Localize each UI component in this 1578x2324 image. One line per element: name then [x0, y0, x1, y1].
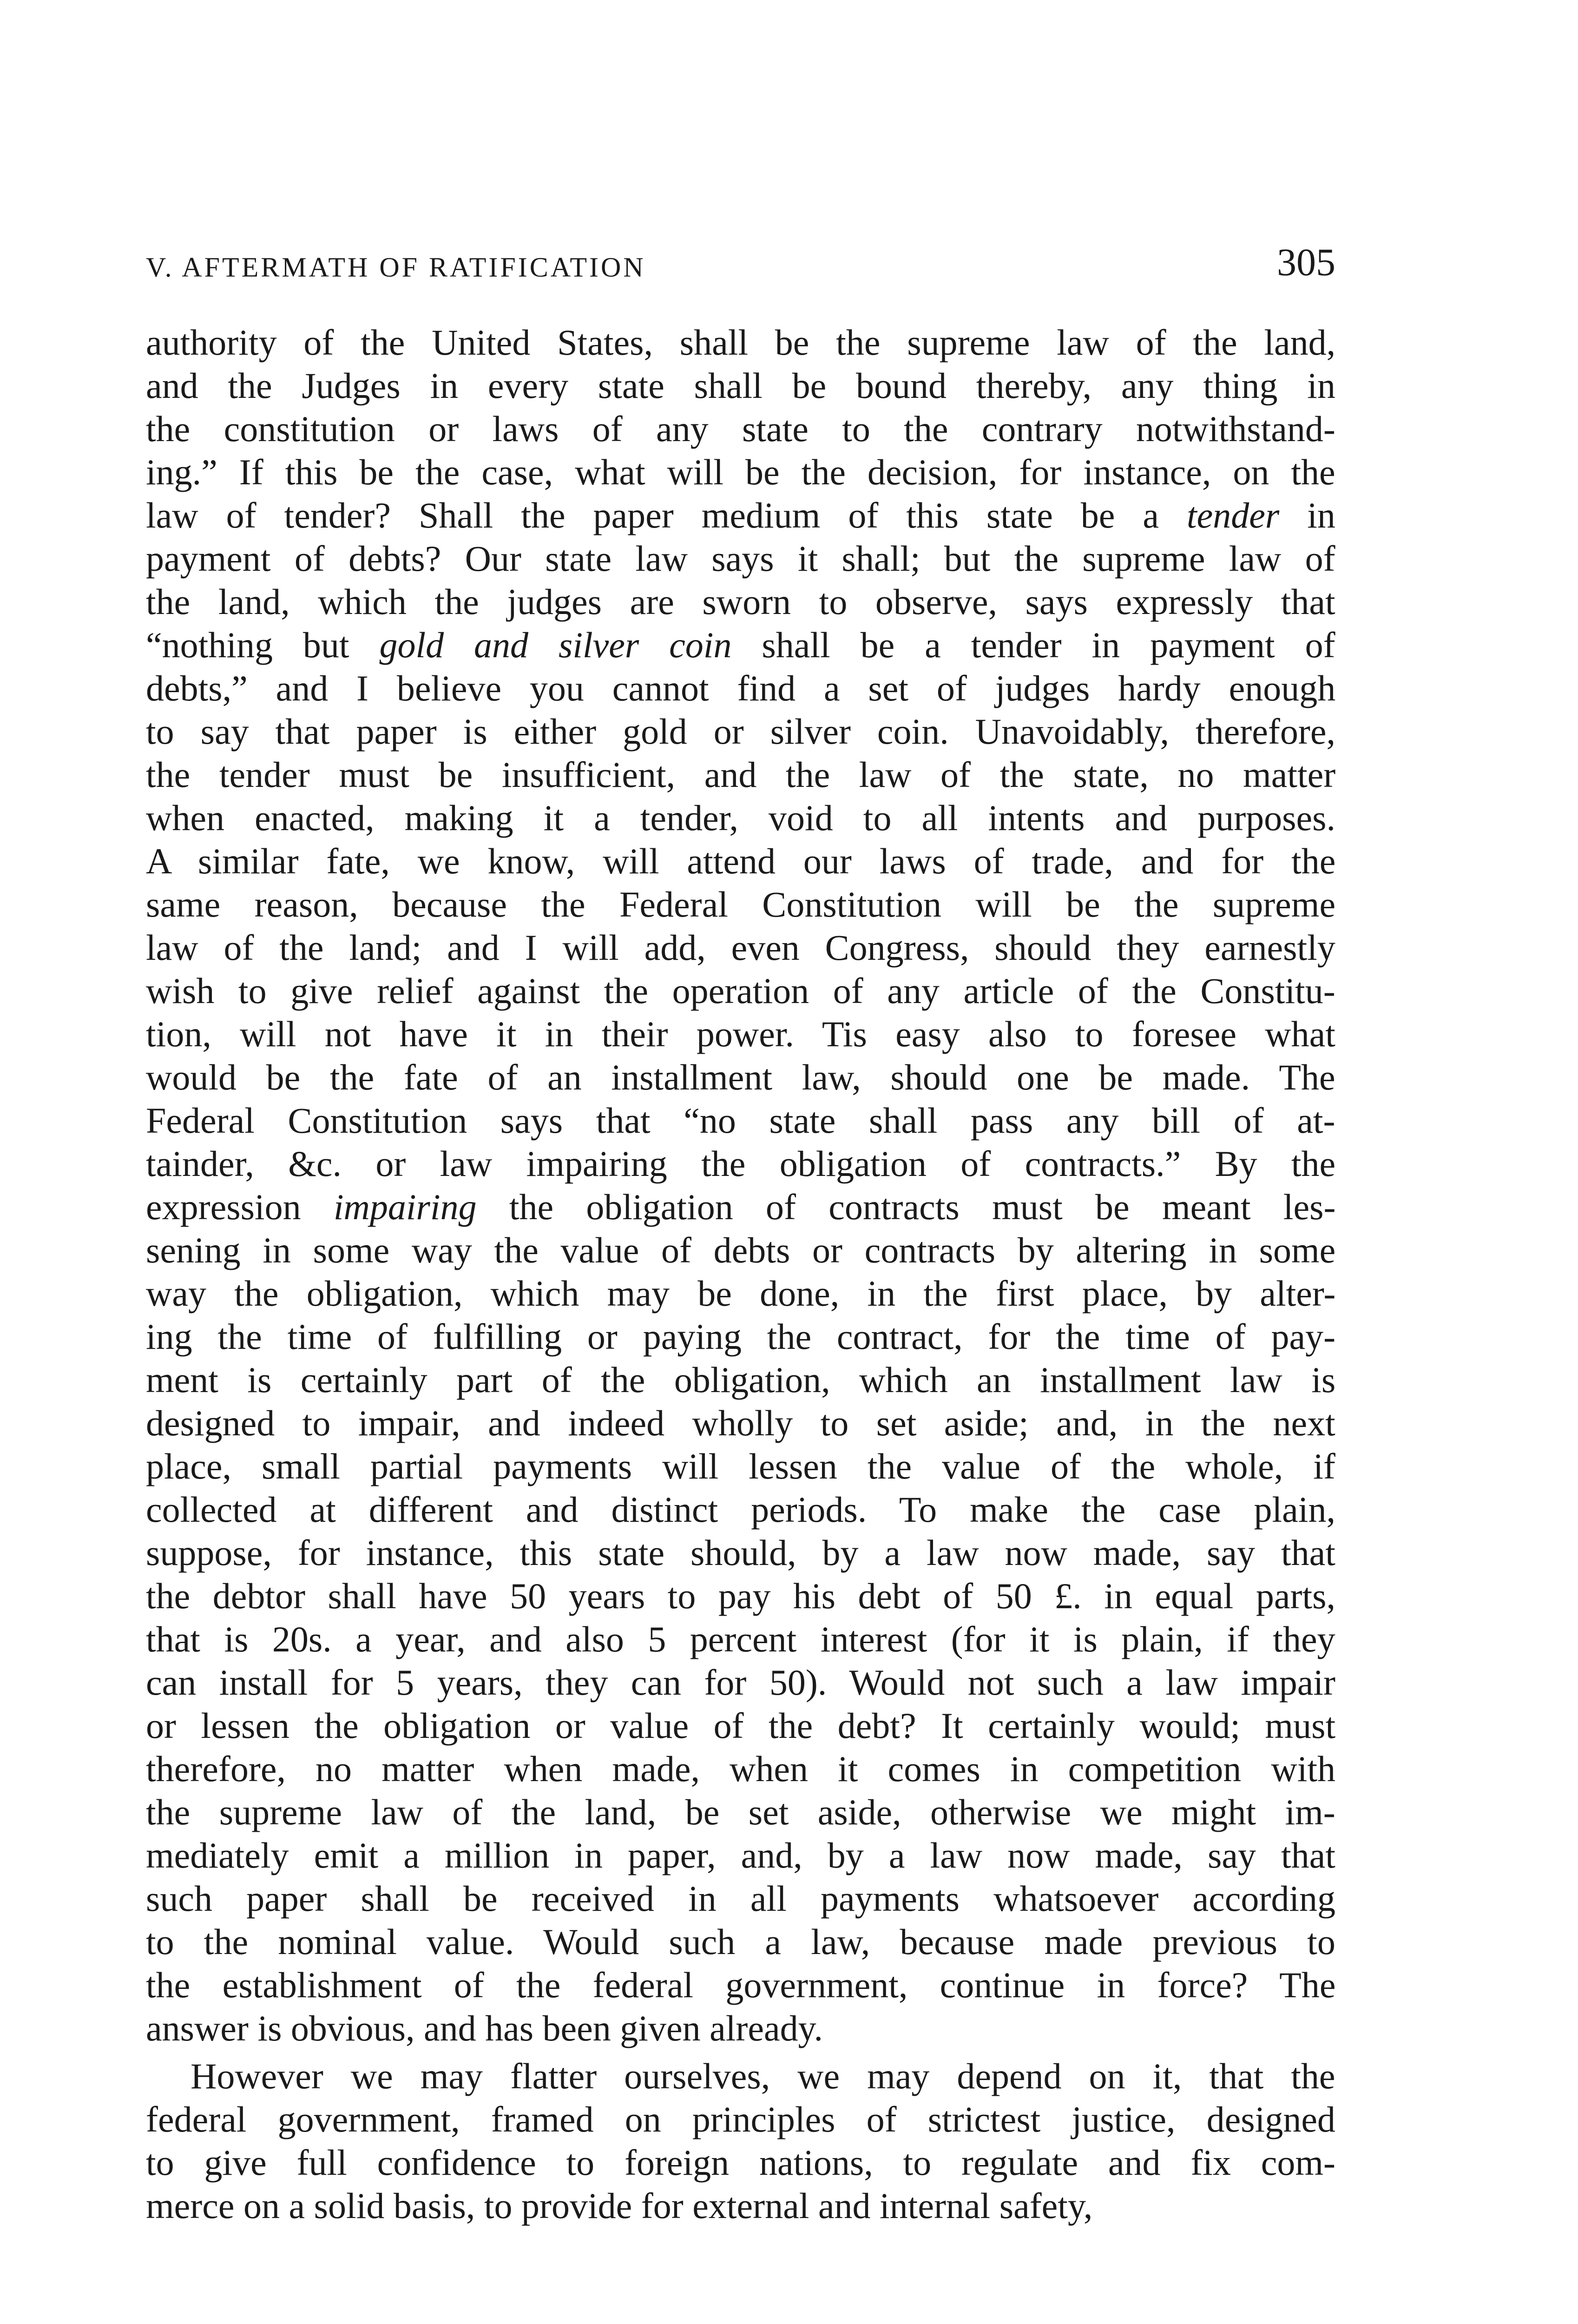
text-line	[146, 1531, 1335, 1574]
text-line	[146, 1272, 1335, 1315]
text-line	[146, 1445, 1335, 1488]
text-segment: in	[1279, 495, 1335, 535]
text-line	[146, 883, 1335, 926]
text-line	[146, 494, 1335, 537]
text-segment: wish to give relief against the operation of any article of the Constitu-	[146, 971, 1335, 1011]
text-line	[146, 839, 1335, 883]
text-segment: Federal Constitution says that “no state shall pass any bill of at-	[146, 1100, 1335, 1141]
text-segment: would be the fate of an installment law, should one be made. The	[146, 1057, 1335, 1097]
text-line	[146, 1963, 1335, 2007]
text-line	[146, 667, 1335, 710]
text-line	[146, 753, 1335, 796]
text-segment: federal government, framed on principles of strictest justice, designed	[146, 2099, 1335, 2139]
body-text	[146, 321, 1335, 2227]
text-segment: the tender must be insufficient, and the law of the state, no matter	[146, 754, 1336, 795]
text-segment: mediately emit a million in paper, and, by a law now made, say that	[146, 1835, 1335, 1875]
text-segment: or lessen the obligation or value of the debt? It certainly would; must	[146, 1705, 1336, 1746]
text-segment: designed to impair, and indeed wholly to set aside; and, in the next	[146, 1403, 1335, 1443]
italic-text: tender	[1186, 495, 1280, 535]
text-segment: the constitution or laws of any state to the contrary notwithstand-	[146, 409, 1335, 449]
text-line	[146, 1834, 1335, 1877]
text-segment: the supreme law of the land, be set aside, otherwise we might im-	[146, 1792, 1335, 1832]
paragraph	[146, 2054, 1335, 2227]
text-segment: to the nominal value. Would such a law, because made previous to	[146, 1921, 1335, 1962]
text-line	[146, 537, 1335, 580]
text-line	[146, 2098, 1335, 2141]
text-segment: law of tender? Shall the paper medium of this state be a	[146, 495, 1187, 535]
text-line	[146, 1358, 1335, 1401]
text-segment: shall be a tender in payment of	[731, 625, 1335, 665]
text-segment: answer is obvious, and has been given already.	[146, 2008, 823, 2048]
text-line	[146, 969, 1335, 1012]
text-line	[146, 796, 1335, 839]
text-segment: However we may flatter ourselves, we may depend on it, that the	[191, 2056, 1335, 2096]
text-line	[146, 1142, 1335, 1185]
text-segment: therefore, no matter when made, when it comes in competition with	[146, 1749, 1336, 1789]
text-segment: ment is certainly part of the obligation, which an installment law is	[146, 1360, 1336, 1400]
running-head	[146, 239, 1335, 290]
text-line	[146, 1920, 1335, 1963]
text-line	[146, 580, 1335, 623]
text-line	[146, 407, 1335, 450]
text-segment: merce on a solid basis, to provide for external and internal safety,	[146, 2185, 1093, 2226]
text-segment: expression	[146, 1187, 334, 1227]
page-number: 305	[1277, 241, 1335, 284]
text-segment: suppose, for instance, this state should, by a law now made, say that	[146, 1532, 1335, 1573]
text-line	[146, 1056, 1335, 1099]
text-line	[146, 1012, 1335, 1056]
text-line	[146, 1747, 1335, 1790]
text-segment: the obligation of contracts must be meant les-	[476, 1187, 1336, 1227]
text-line	[146, 710, 1335, 753]
text-segment: the establishment of the federal government, continue in force? The	[146, 1965, 1336, 2005]
text-line	[146, 2054, 1335, 2098]
paragraph	[146, 321, 1335, 2050]
text-segment: that is 20s. a year, and also 5 percent interest (for it is plain, if they	[146, 1619, 1335, 1659]
text-segment: when enacted, making it a tender, void to all intents and purposes.	[146, 798, 1335, 838]
text-segment: debts,” and I believe you cannot find a set of judges hardy enough	[146, 668, 1336, 708]
text-line	[146, 2184, 1335, 2227]
text-segment: such paper shall be received in all payments whatsoever according	[146, 1878, 1336, 1919]
text-segment: same reason, because the Federal Constitution will be the supreme	[146, 884, 1336, 924]
text-segment: A similar fate, we know, will attend our laws of trade, and for the	[146, 841, 1336, 881]
text-line	[146, 623, 1335, 667]
italic-text: gold and silver coin	[379, 625, 732, 665]
text-line	[146, 1574, 1335, 1618]
text-segment: to give full confidence to foreign nations, to regulate and fix com-	[146, 2142, 1336, 2183]
running-title: V. AFTERMATH OF RATIFICATION	[146, 252, 646, 283]
text-line	[146, 1661, 1335, 1704]
text-segment: the land, which the judges are sworn to observe, says expressly that	[146, 581, 1335, 622]
text-segment: to say that paper is either gold or silver coin. Unavoidably, therefore,	[146, 711, 1335, 752]
text-segment: authority of the United States, shall be the supreme law of the land,	[146, 322, 1336, 363]
text-segment: tainder, &c. or law impairing the obligation of contracts.” By the	[146, 1143, 1336, 1184]
text-line	[146, 1877, 1335, 1920]
text-segment: collected at different and distinct periods. To make the case plain,	[146, 1489, 1335, 1530]
text-segment: way the obligation, which may be done, in the first place, by alter-	[146, 1273, 1336, 1314]
text-line	[146, 1099, 1335, 1142]
text-line	[146, 2141, 1335, 2184]
text-segment: law of the land; and I will add, even Congress, should they earnestly	[146, 927, 1335, 968]
text-line	[146, 321, 1335, 364]
text-line	[146, 1790, 1335, 1834]
text-line	[146, 1228, 1335, 1272]
text-line	[146, 1704, 1335, 1747]
text-segment: the debtor shall have 50 years to pay his debt of 50 £. in equal parts,	[146, 1576, 1335, 1616]
italic-text: impairing	[333, 1187, 477, 1227]
text-line	[146, 1618, 1335, 1661]
text-segment: can install for 5 years, they can for 50). Would not such a law impair	[146, 1662, 1336, 1703]
text-line	[146, 1185, 1335, 1228]
text-line	[146, 364, 1335, 407]
text-segment: payment of debts? Our state law says it shall; but the supreme law of	[146, 538, 1335, 579]
text-segment: ing.” If this be the case, what will be the decision, for instance, on the	[146, 452, 1335, 492]
text-line	[146, 1401, 1335, 1445]
text-segment: and the Judges in every state shall be bound thereby, any thing in	[146, 365, 1335, 406]
text-segment: “nothing but	[146, 625, 380, 665]
text-line	[146, 1315, 1335, 1358]
text-line	[146, 926, 1335, 969]
text-line	[146, 2007, 1335, 2050]
text-segment: place, small partial payments will lessen the value of the whole, if	[146, 1446, 1335, 1486]
text-line	[146, 1488, 1335, 1531]
text-segment: ing the time of fulfilling or paying the contract, for the time of pay-	[146, 1316, 1336, 1357]
text-segment: sening in some way the value of debts or contracts by altering in some	[146, 1230, 1336, 1270]
text-segment: tion, will not have it in their power. Tis easy also to foresee what	[146, 1014, 1335, 1054]
text-line	[146, 450, 1335, 494]
